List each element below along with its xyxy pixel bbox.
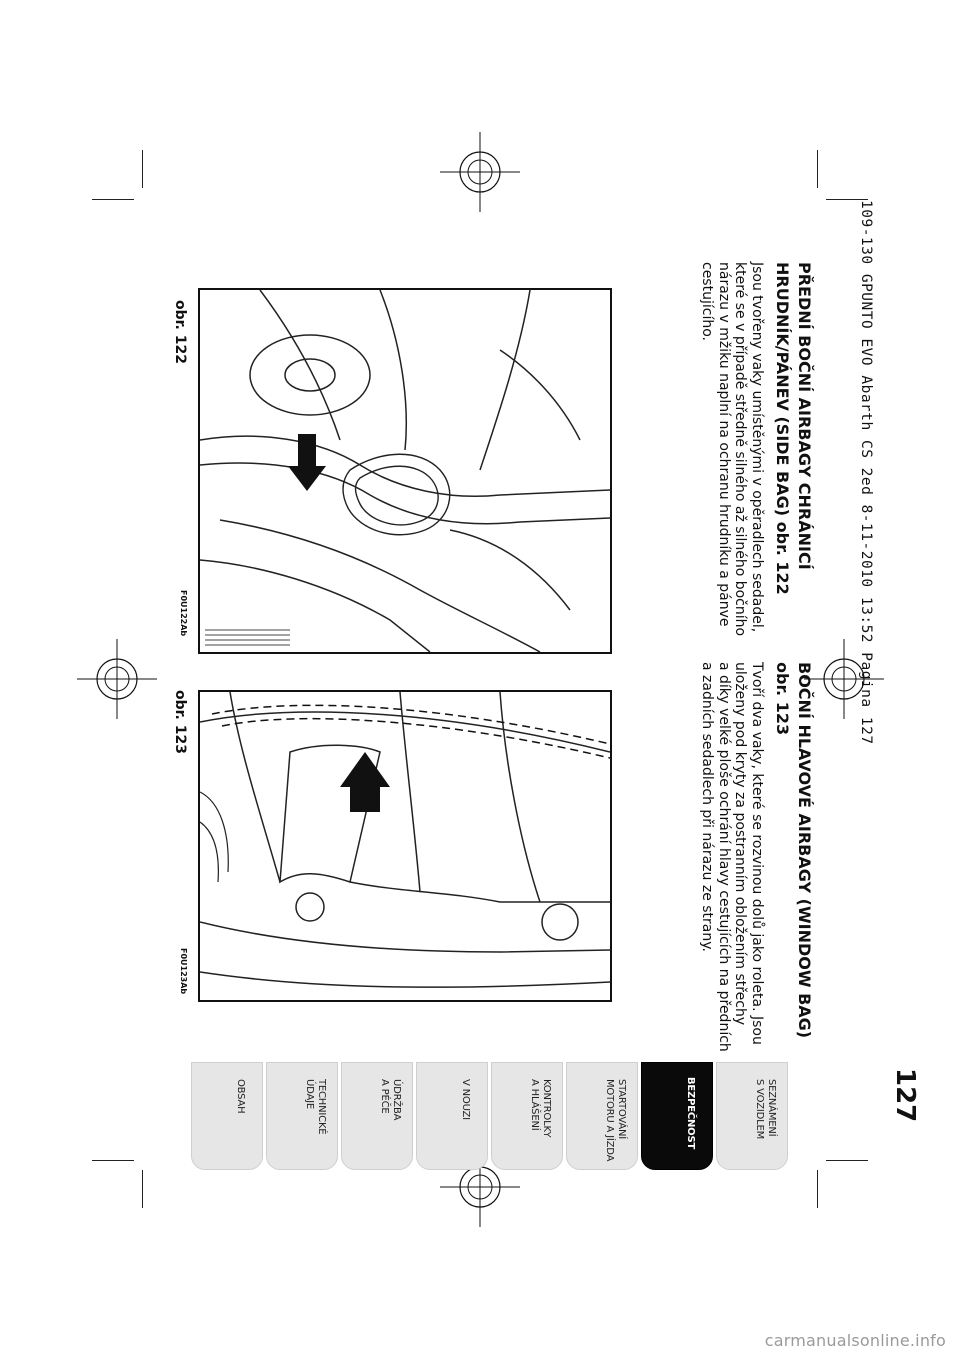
body-line: nárazu v mžiku naplní na ochranu hrudníku a pánve xyxy=(716,262,732,627)
heading-line: PŘEDNÍ BOČNÍ AIRBAGY CHRÁNICÍ xyxy=(795,262,814,570)
crop-mark xyxy=(817,1170,818,1208)
window-airbag-illustration xyxy=(200,692,610,1000)
heading-line: obr. 123 xyxy=(773,662,792,736)
seat-airbag-illustration xyxy=(200,290,610,652)
body-line: uloženy pod kryty za postranním obložením střechy xyxy=(732,662,749,1026)
tab-obsah[interactable] xyxy=(191,1062,263,1170)
body-line: Jsou tvořeny vaky umístěnými v opěradlech sedadel, xyxy=(749,262,765,633)
tab-label: TECHNICKÉ ÚDAJE xyxy=(304,1079,327,1135)
body-line: které se v případě středně silného až silného bočního xyxy=(732,262,749,637)
section-side-bag xyxy=(699,262,815,702)
tab-startovani[interactable] xyxy=(566,1062,638,1170)
tab-label: BEZPEČNOST xyxy=(685,1077,696,1150)
tab-label: ÚDRŽBA A PÉČE xyxy=(379,1079,402,1121)
figure-code: F0U123Ab xyxy=(179,948,188,995)
heading-line: BOČNÍ HLAVOVÉ AIRBAGY (WINDOW BAG) xyxy=(795,662,814,1039)
tab-label: STARTOVÁNÍ MOTORU A JÍZDA xyxy=(604,1079,627,1162)
tab-technicke[interactable] xyxy=(266,1062,338,1170)
heading-line: HRUDNÍK/PÁNEV (SIDE BAG) obr. 122 xyxy=(773,262,792,595)
watermark: carmanualsonline.info xyxy=(764,1331,946,1350)
section-heading xyxy=(771,262,815,702)
section-body xyxy=(699,262,765,702)
crop-mark xyxy=(142,150,143,188)
figure-caption: obr. 122 xyxy=(172,300,188,364)
tab-udrzba[interactable] xyxy=(341,1062,413,1170)
registration-mark-icon xyxy=(438,130,522,214)
figure-side-bag xyxy=(198,288,612,654)
tab-bezpecnost[interactable] xyxy=(641,1062,713,1170)
crop-mark xyxy=(142,1170,143,1208)
figure-window-bag xyxy=(198,690,612,1002)
tab-kontrolky[interactable] xyxy=(491,1062,563,1170)
body-line: a díky velké ploše ochrání hlavy cestujících na předních xyxy=(716,662,732,1052)
tab-seznameni[interactable] xyxy=(716,1062,788,1170)
figure-caption: obr. 123 xyxy=(172,690,188,754)
registration-mark-icon xyxy=(75,637,159,721)
body-line: a zadních sedadlech při nárazu ze strany. xyxy=(699,662,716,952)
body-line: cestujícího. xyxy=(699,262,716,341)
crop-mark xyxy=(817,150,818,188)
body-line: Tvoří dva vaky, které se rozvinou dolů jako roleta. Jsou xyxy=(749,662,765,1045)
printer-slug: 109-130 GPUNTO EVO Abarth CS 2ed 8-11-2010 13:52 Pagina 127 xyxy=(858,200,874,745)
crop-mark xyxy=(92,1160,134,1161)
crop-mark xyxy=(92,199,134,200)
page-number: 127 xyxy=(890,1068,920,1123)
tab-v-nouzi[interactable] xyxy=(416,1062,488,1170)
tab-label: V NOUZI xyxy=(460,1079,471,1120)
figure-code: F0U122Ab xyxy=(179,590,188,637)
tab-label: KONTROLKY A HLÁŠENÍ xyxy=(529,1079,552,1138)
tab-label: SEZNÁMENÍ S VOZIDLEM xyxy=(754,1079,777,1140)
tab-label: OBSAH xyxy=(235,1079,246,1114)
